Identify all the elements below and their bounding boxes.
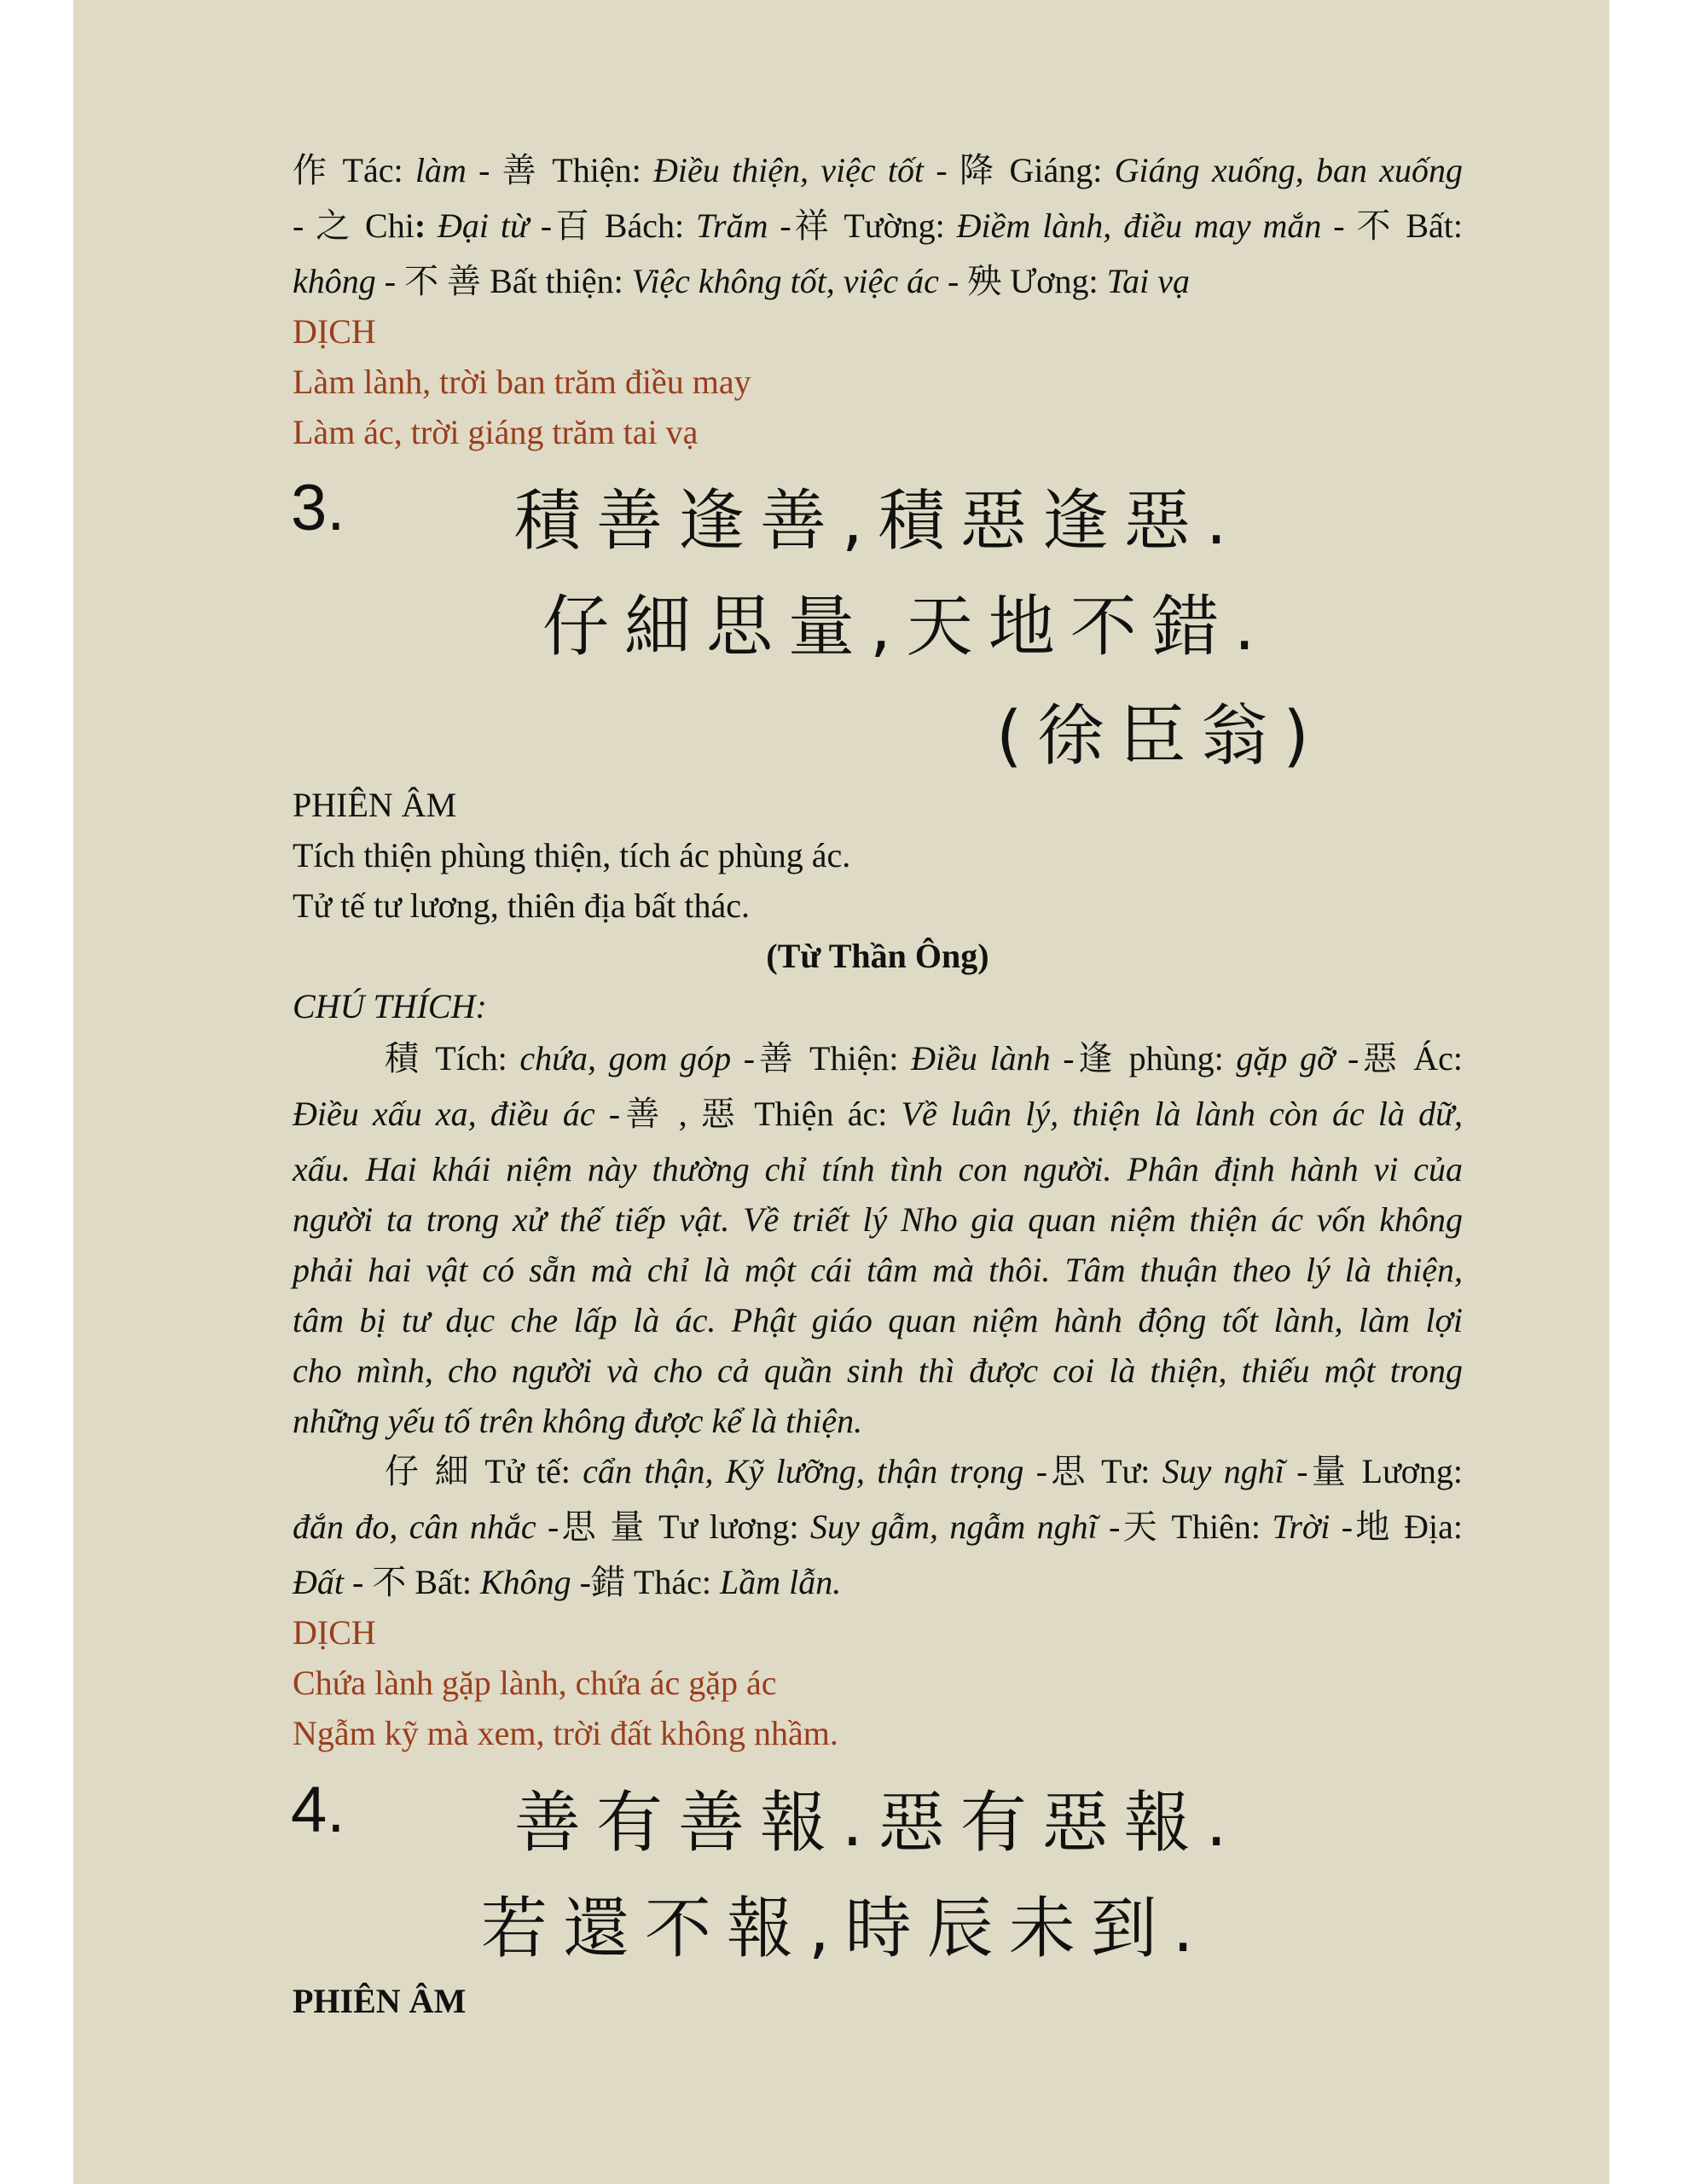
dich-heading: DỊCH [293, 1613, 376, 1652]
author-caption: (Từ Thần Ông) [766, 937, 989, 975]
han-verse-line-1: 積善逢善,積惡逢惡. [514, 483, 1243, 560]
han-verse-line-2: 若還不報,時辰未到. [481, 1891, 1209, 1967]
note-line: phải hai vật có sẵn mà chỉ là một cái tâm mà thôi. Tâm thuận theo lý là thiện, [293, 1251, 1463, 1289]
dich-line: Làm lành, trời ban trăm điều may [293, 363, 751, 401]
section-number-3: 3. [291, 472, 345, 544]
note-line: 積 Tích: chứa, gom góp -善 Thiện: Điều lành -逢 phùng: gặp gỡ -惡 Ác: [385, 1039, 1464, 1077]
phien-am-line: Tích thiện phùng thiện, tích ác phùng ác. [293, 836, 851, 874]
han-verse-line-2: 仔細思量,天地不錯. [542, 589, 1271, 665]
chu-thich-heading: CHÚ THÍCH: [293, 987, 487, 1025]
section3-body [293, 780, 1463, 1758]
dich-line: Chứa lành gặp lành, chứa ác gặp ác [293, 1664, 777, 1702]
phien-am-heading: PHIÊN ÂM [293, 1982, 467, 2020]
note-line: xấu. Hai khái niệm này thường chỉ tính tình con người. Phân định hành vi của [293, 1150, 1463, 1188]
glossary-block-1 [293, 145, 1463, 457]
han-verse-line-1: 善有善報.惡有惡報. [514, 1785, 1243, 1862]
han-author: (徐臣翁) [996, 698, 1325, 775]
glossary-line: không - 不 善 Bất thiện: Việc không tốt, việc ác - 殃 Ương: Tai vạ [293, 262, 1191, 300]
note-line: Đất - 不 Bất: Không -錯 Thác: Lầm lẫn. [293, 1563, 842, 1601]
note-line: Điều xấu xa, điều ác -善 , 惡 Thiện ác: Về luân lý, thiện là lành còn ác là dữ, [293, 1095, 1463, 1133]
note-line: tâm bị tư dục che lấp là ác. Phật giáo quan niệm hành động tốt lành, làm lợi [293, 1301, 1463, 1339]
glossary-line: - 之 Chi: Đại từ -百 Bách: Trăm -祥 Tường: Điềm lành, điều may mắn - 不 Bất: [293, 206, 1463, 245]
glossary-line: 作 Tác: làm - 善 Thiện: Điều thiện, việc tốt - 降 Giáng: Giáng xuống, ban xuống [293, 151, 1463, 189]
note-line: đắn đo, cân nhắc -思 量 Tư lương: Suy gẫm, ngẫm nghĩ -天 Thiên: Trời -地 Địa: [293, 1507, 1464, 1546]
note-line: người ta trong xử thế tiếp vật. Về triết lý Nho gia quan niệm thiện ác vốn không [293, 1200, 1463, 1239]
section-number-4: 4. [291, 1774, 345, 1846]
dich-line: Ngẫm kỹ mà xem, trời đất không nhầm. [293, 1714, 838, 1752]
dich-line: Làm ác, trời giáng trăm tai vạ [293, 413, 699, 451]
note-line: 仔 細 Tử tế: cẩn thận, Kỹ lưỡng, thận trọng -思 Tư: Suy nghĩ -量 Lương: [385, 1452, 1464, 1490]
note-line: những yếu tố trên không được kể là thiện. [293, 1402, 863, 1440]
phien-am-line: Tử tế tư lương, thiên địa bất thác. [293, 886, 751, 925]
note-line: cho mình, cho người và cho cả quần sinh thì được coi là thiện, thiếu một trong [293, 1351, 1463, 1390]
phien-am-heading: PHIÊN ÂM [293, 786, 457, 824]
dich-heading: DỊCH [293, 312, 376, 351]
